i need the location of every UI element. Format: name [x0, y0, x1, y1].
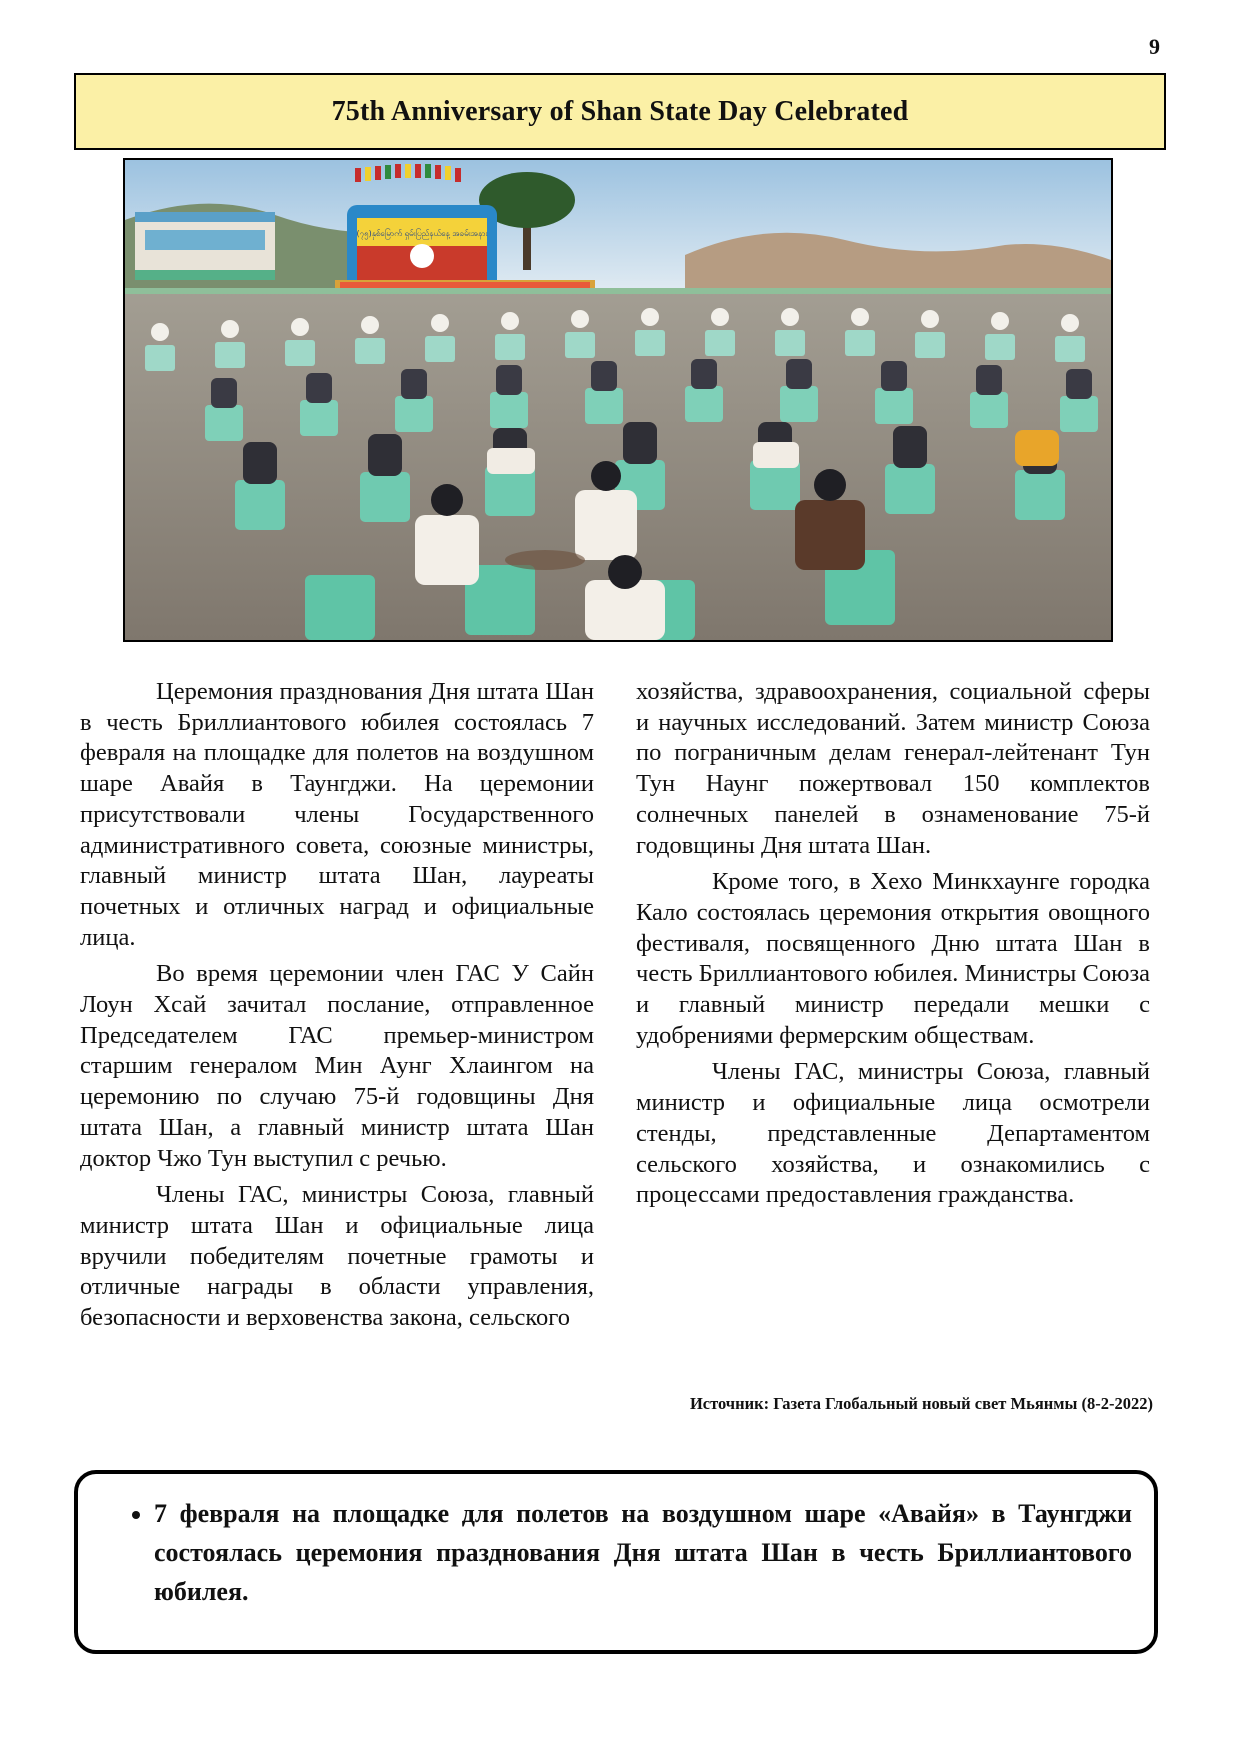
article-column-right	[636, 677, 1150, 1217]
article-paragraph: хозяйства, здравоохранения, социальной сферы и научных исследований. Затем министр Союза по пограничным делам генерал-лейтенант Тун Тун Наунг пожертвовал 150 комплектов солнечных панелей в ознаменование 75-й годовщины Дня штата Шан.	[636, 678, 1150, 859]
ceremony-photo	[123, 158, 1113, 642]
page-number: 9	[1149, 34, 1160, 59]
source-citation: Источник: Газета Глобальный новый свет Мьянмы (8-2-2022)	[689, 1394, 1153, 1413]
article-paragraph: Церемония празднования Дня штата Шан в честь Бриллиантового юбилея состоялась 7 февраля на площадке для полетов на воздушном шаре Авайя в Таунгджи. На церемонии присутствовали члены Государственного административного совета, союзные министры, главный министр штата Шан, лауреаты почетных и отличных наград и официальные лица.	[80, 678, 594, 951]
page-title: 75th Anniversary of Shan State Day Celebrated	[331, 95, 909, 127]
summary-box	[74, 1470, 1158, 1654]
ceremony-photo-illustration	[125, 160, 1111, 640]
summary-item: • 7 февраля на площадке для полетов на воздушном шаре «Авайя» в Таунгджи состоялась церемония празднования Дня штата Шан в честь Бриллиантового юбилея.	[154, 1494, 1132, 1611]
article-paragraph: Члены ГАС, министры Союза, главный министр штата Шан и официальные лица вручили победителям почетные грамоты и отличные награды в области управления, безопасности и верховенства закона, сельского	[80, 1181, 594, 1332]
article-column-left	[80, 677, 594, 1340]
article-paragraph: Кроме того, в Хехо Минкхаунге городка Кало состоялась церемония открытия овощного фестиваля, посвященного Дню штата Шан в честь Бриллиантового юбилея. Министры Союза и главный министр передали мешки с удобрениями фермерским обществам.	[636, 868, 1150, 1049]
title-banner	[74, 73, 1166, 150]
summary-list	[100, 1494, 1132, 1611]
stage-banner-text: (၇၅)နှစ်မြောက် ရှမ်းပြည်နယ်နေ့ အခမ်းအနား	[356, 229, 488, 238]
article-paragraph: Во время церемонии член ГАС У Сайн Лоун Хсай зачитал послание, отправленное Председателем ГАС премьер-министром старшим генералом Мин Аунг Хлаингом на церемонию по случаю 75-й годовщины Дня штата Шан, а главный министр штата Шан доктор Чжо Тун выступил с речью.	[80, 960, 594, 1172]
article-paragraph: Члены ГАС, министры Союза, главный министр и официальные лица осмотрели стенды, представленные Департаментом сельского хозяйства, и ознакомились с процессами предоставления гражданства.	[636, 1058, 1150, 1209]
